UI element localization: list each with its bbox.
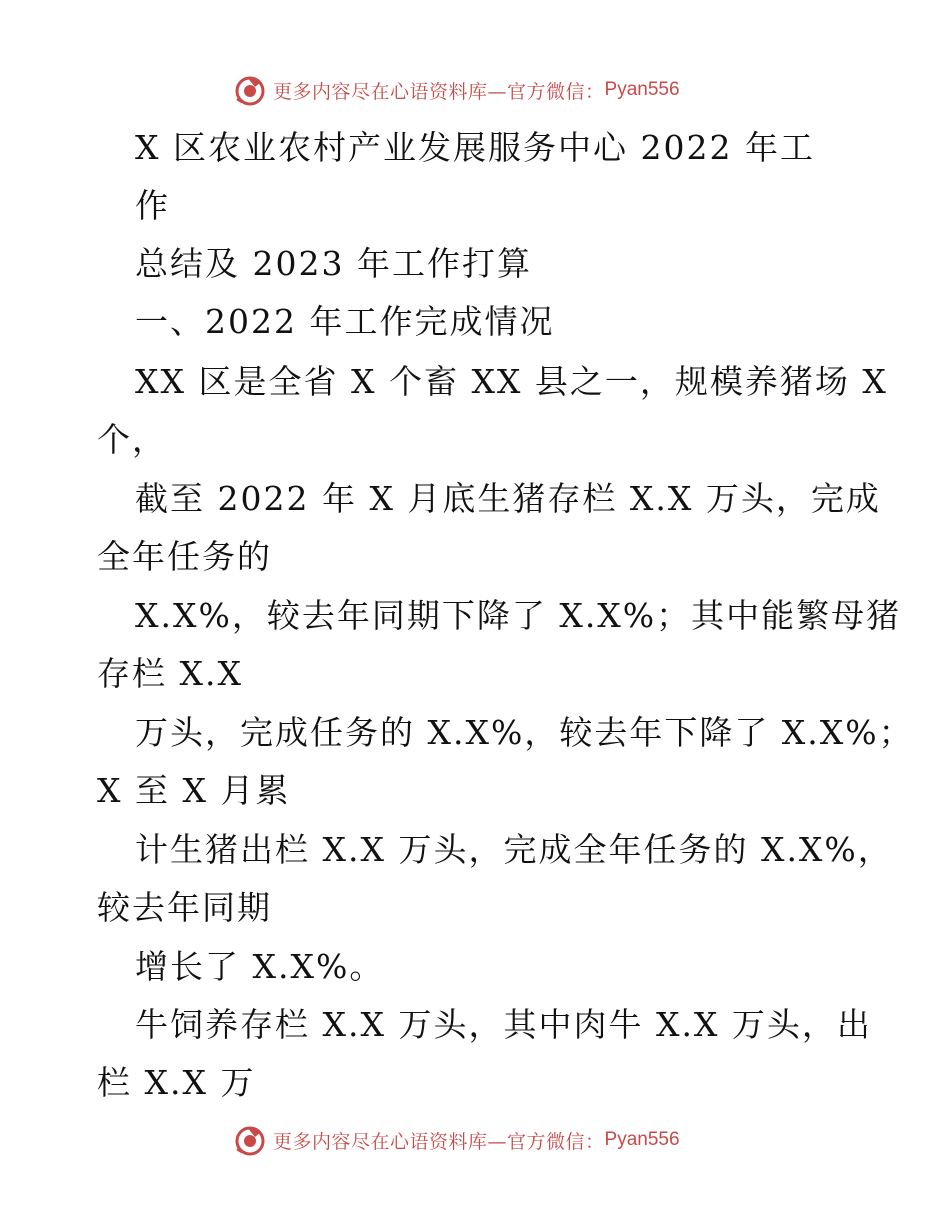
title-line-2: 作 <box>135 186 170 225</box>
paragraph-line: 较去年同期 <box>97 888 272 927</box>
paragraph-line: 全年任务的 <box>97 537 272 576</box>
watermark-wechat-id: Pyan556 <box>604 1129 680 1150</box>
paragraph-line: 截至 2022 年 X 月底生猪存栏 X.X 万头，完成 <box>135 479 881 518</box>
watermark-wechat-id: Pyan556 <box>604 79 680 100</box>
paragraph-line: X 至 X 月累 <box>97 771 291 810</box>
paragraph-line: 计生猪出栏 X.X 万头，完成全年任务的 X.X%， <box>135 830 893 869</box>
header-watermark <box>233 72 680 108</box>
paragraph-line: 牛饲养存栏 X.X 万头，其中肉牛 X.X 万头，出 <box>135 1005 872 1044</box>
paragraph-line: XX 区是全省 X 个畜 XX 县之一，规模养猪场 X <box>135 362 888 401</box>
watermark-text: 更多内容尽在心语资料库—官方微信： <box>273 1130 605 1153</box>
subtitle-line: 总结及 2023 年工作打算 <box>135 244 532 283</box>
footer-watermark <box>233 1122 680 1158</box>
paragraph-line: 栏 X.X 万 <box>97 1063 256 1102</box>
title-line-1: X 区农业农村产业发展服务中心 2022 年工 <box>135 128 815 167</box>
pen-nib-logo-icon <box>233 73 267 107</box>
paragraph-line: 增长了 X.X%。 <box>135 947 385 986</box>
paragraph-line: 个， <box>97 420 167 459</box>
paragraph-line: X.X%，较去年同期下降了 X.X%；其中能繁母猪 <box>135 596 902 635</box>
section-heading: 一、2022 年工作完成情况 <box>135 302 555 341</box>
watermark-text: 更多内容尽在心语资料库—官方微信： <box>273 80 605 103</box>
paragraph-line: 存栏 X.X <box>97 654 243 693</box>
paragraph-line: 万头，完成任务的 X.X%，较去年下降了 X.X%； <box>135 713 914 752</box>
pen-nib-logo-icon <box>233 1123 267 1157</box>
